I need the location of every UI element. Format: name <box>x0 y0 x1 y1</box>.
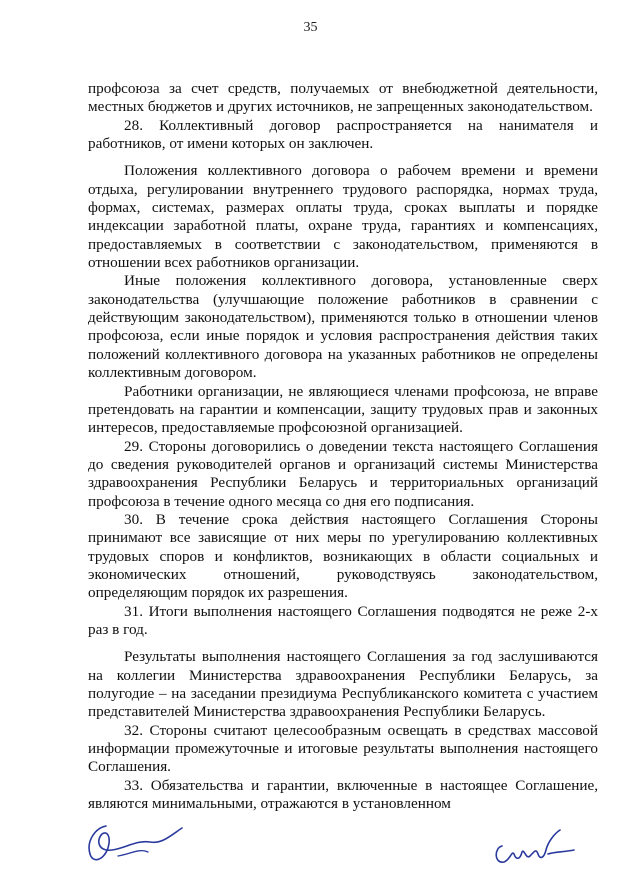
paragraph-funding-continuation: профсоюза за счет средств, получаемых от внебюджетной деятельности, местных бюджетов и других источников, не запрещенных законодательством. <box>88 80 598 116</box>
paragraph-32: 32. Стороны считают целесообразным освещать в средствах массовой информации промежуточные и итоговые результаты выполнения настоящего Соглашения. <box>88 721 598 776</box>
document-body <box>88 80 598 813</box>
paragraph-31: 31. Итоги выполнения настоящего Соглашения подводятся не реже 2-х раз в год. <box>88 602 598 638</box>
paragraph-working-time-provisions: Положения коллективного договора о рабочем времени и времени отдыха, регулировании внутреннего трудового распорядка, нормах труда, формах, системах, размерах оплаты труда, сроках выплаты и порядке индексации заработной платы, охране труда, гарантиях и компенсациях, предоставляемых в соответствии с законодательством, применяются в отношении всех работников организации. <box>88 162 598 272</box>
paragraph-results: Результаты выполнения настоящего Соглашения за год заслушиваются на коллегии Министерства здравоохранения Республики Беларусь, за полугодие – на заседании президиума Республиканского комитета с участием представителей Министерства здравоохранения Республики Беларусь. <box>88 648 598 721</box>
paragraph-non-members: Работники организации, не являющиеся членами профсоюза, не вправе претендовать на гарантии и компенсации, защиту трудовых прав и законных интересов, предоставляемые профсоюзной организацией. <box>88 382 598 437</box>
signature-right <box>488 820 578 870</box>
page-number: 35 <box>303 20 318 35</box>
paragraph-28: 28. Коллективный договор распространяется на нанимателя и работников, от имени которых он заключен. <box>88 116 598 153</box>
paragraph-29: 29. Стороны договорились о доведении текста настоящего Соглашения до сведения руководителей органов и организаций системы Министерства здравоохранения Республики Беларусь и территориальных организаций профсоюза в течение одного месяца со дня его подписания. <box>88 437 598 510</box>
paragraph-30: 30. В течение срока действия настоящего Соглашения Стороны принимают все зависящие от них меры по урегулированию коллективных трудовых споров и конфликтов, возникающих в области социальных и экономических отношений, руководствуясь законодательством, определяющим порядок их разрешения. <box>88 510 598 602</box>
paragraph-33: 33. Обязательства и гарантии, включенные в настоящее Соглашение, являются минимальными, отражаются в установленном <box>88 776 598 813</box>
signature-left <box>78 818 198 868</box>
paragraph-other-provisions: Иные положения коллективного договора, установленные сверх законодательства (улучшающие положение работников в сравнении с действующим законодательством), применяются только в отношении членов профсоюза, если иные порядок и условия распространения действия таких положений коллективного договора на указанных работников не определены коллективным договором. <box>88 272 598 382</box>
